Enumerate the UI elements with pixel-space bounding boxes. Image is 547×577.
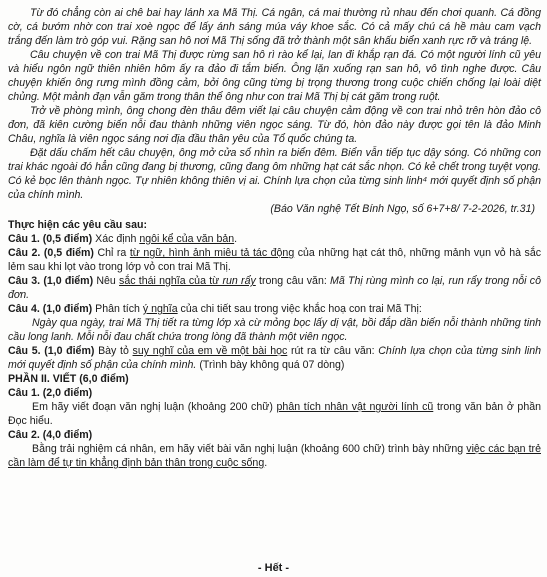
quoted-sentence: Chính lựa chọn của từng sinh linh mới quyết định số phận của chính mình. xyxy=(8,345,542,371)
question-label: Câu 5. (1,0 điểm) xyxy=(8,345,95,357)
story-excerpt xyxy=(8,6,541,216)
writing-question-2-label: Câu 2. (4,0 điểm) xyxy=(8,429,93,441)
story-paragraph: Đặt dấu chấm hết câu chuyện, ông mở cửa sổ nhìn ra biển đêm. Biển vẫn tiếp tục dậy sóng. Có những con trai khác ngoài đó hẳn cũng đang bị thương, cũng đang ôm những hạt cát sắc nhọn. Có kẻ chết trong tuyệt vọng. Có kẻ bọc lên thành ngọc. Tự nhiên không thiên vị ai. Chính lựa chọn của từng sinh linh⁴ mới quyết định số phận của chính mình. xyxy=(8,147,541,201)
story-paragraph: Câu chuyện về con trai Mã Thị được rừng san hô rì rào kể lại, lan đi khắp rạn đá. Có một người lính cũ yêu và hiểu ngôn ngữ thiên nhiên hôm ấy ra đảo đi tắm biển. Ông lặn xuống rạn san hô, vô tình nghe được. Câu chuyện khiến ông rưng mình đồng cảm, bởi ông cũng từng bị trọng thương trong cuộc chiến chống lại loài diệt chủng. Một mảnh đạn vẫn găm trong thân thể ông như con trai Mã Thị bị cát găm trong ruột. xyxy=(8,49,541,103)
underlined-word: run rẩy xyxy=(222,275,256,287)
underlined-phrase: ý nghĩa xyxy=(142,303,178,315)
story-paragraph: Trở về phòng mình, ông chong đèn thâu đêm viết lại câu chuyện cảm động về con trai nhỏ trên hòn đảo cô đơn, đã kiên cường biến nỗi đau thành những viên ngọc sáng. Từ đó, hòn đảo này được gọi tên là đảo Minh Châu, nghĩa là viên ngọc sáng nơi địa đầu thân yêu của Tổ quốc chúng ta. xyxy=(8,105,541,145)
underlined-phrase: từ ngữ, hình ảnh miêu tả tác động xyxy=(129,247,295,259)
underlined-phrase: ngôi kể của văn bản xyxy=(139,233,235,245)
quoted-sentence: Mã Thị rùng mình co lại, run rẩy trong nỗi cô đơn. xyxy=(8,275,541,301)
quoted-passage: Ngày qua ngày, trai Mã Thị tiết ra từng lớp xà cừ mỏng bọc lấy dị vật, bồi đắp dần biến nỗi thành những tinh cầu long lanh. Mỗi nỗi đau chất chứa trong lòng đã thành một viên ngọc. xyxy=(8,317,541,343)
question-4 xyxy=(8,302,541,316)
question-text: của những hạt cát thô, những mảnh vụn vỏ hà sắc lẻm sau khi lọt vào trong lớp vỏ con trai Mã Thị. xyxy=(8,247,542,273)
question-text: Xác định xyxy=(92,233,140,245)
question-text: Nêu xyxy=(93,275,120,287)
question-label: Câu 1. (0,5 điểm) xyxy=(8,233,93,245)
question-label: Câu 2. (0,5 điểm) xyxy=(8,247,94,259)
question-text: . xyxy=(234,233,238,245)
question-label: Câu 4. (1,0 điểm) xyxy=(8,303,93,315)
question-5 xyxy=(8,344,541,372)
story-paragraph: Từ đó chẳng còn ai chê bai hay lánh xa Mã Thị. Cá ngân, cá mai thường rủ nhau đến chơi quanh. Cá đồng cờ, cá bướm nhờ con trai xoè ngọc để lấy ánh sáng múa váy khoe sắc. Có cả mấy chú cá hề màu cam vạch trắng đến làm trò góp vui. Rặng san hô nơi Mã Thị sống đã trở thành một sân khấu biển xanh rực rỡ và tráng lệ. xyxy=(8,7,541,47)
question-text: Chỉ ra xyxy=(93,247,130,259)
question-text: Em hãy viết đoạn văn nghị luận (khoảng 200 chữ) xyxy=(32,401,277,413)
writing-question-2 xyxy=(8,442,541,470)
underlined-phrase: sắc thái nghĩa của từ xyxy=(119,275,223,287)
question-text: (Trình bày không quá 07 dòng) xyxy=(196,359,345,371)
underlined-phrase: suy nghĩ của em về một bài học xyxy=(132,345,288,357)
question-text: của chi tiết sau trong việc khắc hoạ con trai Mã Thị: xyxy=(177,303,422,315)
question-2 xyxy=(8,246,541,274)
writing-question-1 xyxy=(8,400,541,428)
question-text: Phân tích xyxy=(92,303,143,315)
underlined-phrase: phân tích nhân vật người lính cũ xyxy=(276,401,434,413)
underlined-phrase: việc các bạn trẻ cần làm để tự tin khẳng định bản thân trong cuộc sống xyxy=(8,443,541,469)
question-text: Bày tỏ xyxy=(94,345,133,357)
question-text: rút ra từ câu văn: xyxy=(287,345,379,357)
writing-question-1-label: Câu 1. (2,0 điểm) xyxy=(8,387,93,399)
question-label: Câu 3. (1,0 điểm) xyxy=(8,275,94,287)
question-4-quote xyxy=(8,316,541,344)
question-text: Bằng trải nghiệm cá nhân, em hãy viết bài văn nghị luận (khoảng 600 chữ) trình bày những xyxy=(32,443,467,455)
part-ii-heading: PHẦN II. VIẾT (6,0 điểm) xyxy=(8,373,129,385)
question-text: trong câu văn: xyxy=(255,275,331,287)
question-3 xyxy=(8,274,541,302)
question-text: . xyxy=(264,457,268,469)
question-text: trong văn bản ở phần Đọc hiểu. xyxy=(8,401,541,427)
source-citation: (Báo Văn nghệ Tết Bính Ngọ, số 6+7+8/ 7-2-2026, tr.31) xyxy=(270,203,535,215)
question-1 xyxy=(8,232,541,246)
tasks-heading: Thực hiện các yêu cầu sau: xyxy=(8,219,147,231)
end-marker: - Hết - xyxy=(257,562,290,574)
